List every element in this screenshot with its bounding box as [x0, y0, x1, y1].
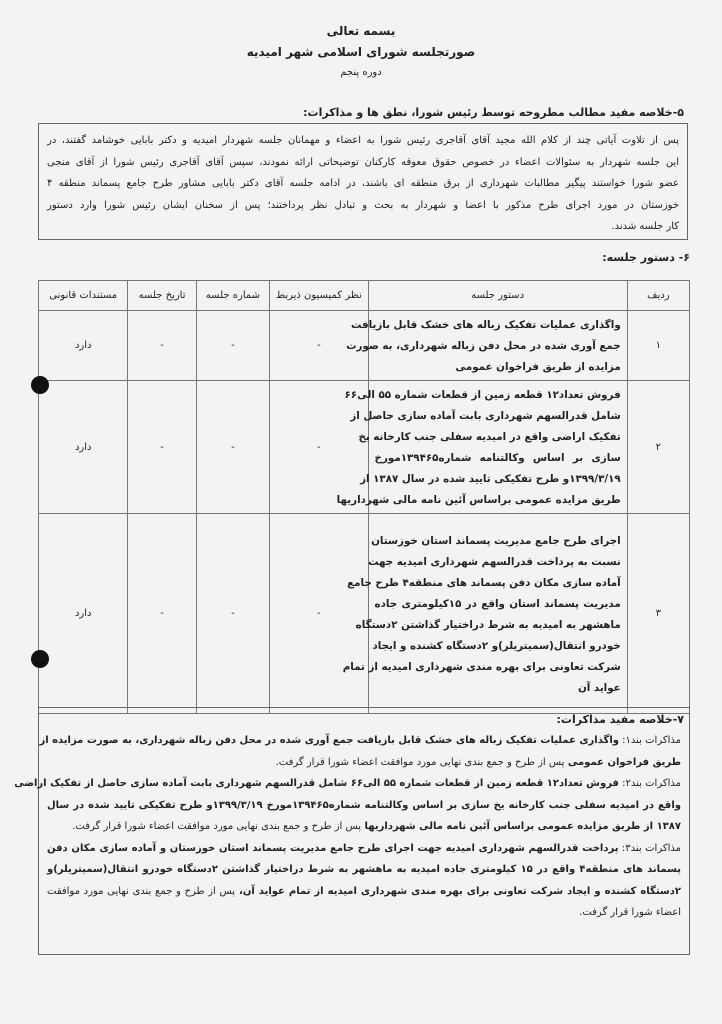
agenda-topic-line: خودرو انتقال(سمیتریلر)و ۲دستگاه کشنده و ایجاد [372, 639, 621, 652]
agenda-topic-line: نسبت به پرداخت قدرالسهم شهرداری امیدیه جهت [368, 555, 621, 568]
section7-heading: ۷-خلاصه مفید مذاکرات: [556, 713, 684, 726]
agenda-topic-line: ماهشهر به امیدیه به شرط دراختیار گذاشتن ۲دستگاه [355, 618, 621, 631]
legal-documents: دارد [39, 381, 128, 514]
summary-line: این جلسه شهردار به سئوالات اعضاء در خصوص حقوق معوقه کارکنان توضیحاتی ارائه نمودند، سپس آقای آقاجری رئیس شورا از آقای منجی [47, 156, 679, 168]
discussion-line [47, 902, 681, 924]
bismillah: بسمه تعالی [326, 24, 396, 38]
agenda-topic-line: مزایده از طریق فراخوان عمومی [455, 361, 621, 373]
discussion-item-text: ۲دستگاه کشنده و ایجاد شرکت تعاونی برای بهره مندی شهرداری امیدیه از تمام عواید آن، [235, 885, 681, 897]
legal-documents: دارد [39, 514, 128, 714]
row-number: ۳ [627, 514, 689, 714]
col-commission: نظر کمیسیون ذیربط [270, 281, 368, 311]
discussion-line [14, 773, 681, 795]
agenda-topic [342, 514, 627, 714]
commission-opinion: - [270, 311, 368, 381]
col-legal-docs: مستندات قانونی [39, 281, 128, 311]
col-row-no: ردیف [627, 281, 689, 311]
discussion-note: اعضاء شورا قرار گرفت. [579, 907, 681, 918]
discussion-note: مذاکرات بند۱: [618, 735, 681, 746]
session-date: - [128, 514, 196, 714]
agenda-topic-line: جمع آوری شده در محل دفن زباله شهرداری، به صورت [346, 340, 621, 352]
discussion-line [39, 730, 681, 752]
table-row [39, 381, 690, 514]
agenda-table [38, 280, 690, 714]
table-row [39, 311, 690, 381]
col-session-no: شماره جلسه [196, 281, 269, 311]
discussion-line [47, 816, 681, 838]
legal-documents: دارد [39, 311, 128, 381]
discussion-line [47, 752, 681, 774]
agenda-topic-line: اجرای طرح جامع مدیریت پسماند استان خوزستان [371, 534, 621, 547]
section7-discussion-box [14, 707, 690, 955]
discussion-note: پس از طرح و جمع بندی نهایی مورد موافقت [47, 885, 236, 897]
council-term: دوره پنجم [340, 67, 382, 78]
discussion-note: پس از طرح و جمع بندی نهایی مورد موافقت اعضاء شورا قرار گرفت. [72, 821, 362, 832]
discussion-note: مذاکرات بند۲: [618, 778, 681, 789]
summary-line: عضو شورا خواستند پیگیر مطالبات شهرداری از برق منطقه ای باشند، در ادامه جلسه آقای دکتر بابایی مشاور طرح جامع پسماند منطقه ۴ [47, 178, 679, 189]
session-number: - [196, 514, 269, 714]
agenda-topic-line: ۱۳۹۹/۳/۱۹و طرح تفکیکی تایید شده در سال ۱۳۸۷ از [360, 473, 621, 485]
col-session-date: تاریخ جلسه [128, 281, 196, 311]
punch-hole [31, 650, 49, 668]
row-number: ۱ [627, 311, 689, 381]
table-header-row [39, 281, 690, 311]
document-title: صورتجلسه شورای اسلامی شهر امیدیه [246, 45, 476, 59]
discussion-item-text: واقع در امیدیه سفلی جنب کارخانه یخ سازی بر اساس وکالتنامه شماره۱۳۹۴۶۵مورخ ۱۳۹۹/۳/۱۹و طرح تفکیکی تایید شده در سال [47, 799, 681, 811]
agenda-topic-line: شرکت تعاونی برای بهره مندی شهرداری امیدیه از تمام [342, 660, 621, 673]
discussion-item-text: طریق فراخوان عمومی [564, 756, 681, 768]
agenda-topic-line: مدیریت پسماند استان واقع در ۱۵کیلومتری جاده [374, 597, 621, 610]
agenda-topic-line: شامل قدرالسهم شهرداری بابت آماده سازی حاصل از [350, 410, 621, 422]
table-row [39, 514, 690, 714]
agenda-topic-line: طریق مزایده عمومی براساس آئین نامه مالی شهرداریها [336, 494, 621, 506]
session-number: - [196, 311, 269, 381]
agenda-topic-line: عواید آن [577, 681, 621, 694]
session-number: - [196, 381, 269, 514]
discussion-item-text: ۱۳۸۷ از طریق مزایده عمومی براساس آئین نامه مالی شهرداریها [361, 821, 681, 832]
section6-heading: ۶- دستور جلسه: [602, 251, 690, 264]
agenda-topic-line: تفکیک اراضی واقع در امیدیه سفلی جنب کارخانه یخ [358, 431, 621, 443]
summary-line: پس از تلاوت آیاتی چند از کلام الله مجید آقای آقاجری رئیس شورا به اعضاء و مهمانان جلسه شهردار امیدیه و دکتر بابایی خوشامد گفتند، در [47, 135, 679, 146]
section5-summary-box [38, 123, 688, 240]
discussion-line [47, 881, 681, 903]
summary-line: خوزستان در مورد اجرای طرح مذکور با اعضا و شهردار به بحث و تبادل نظر پرداختند؛ پس از سخنان ایشان رئیس شورا وارد دستور [47, 199, 679, 211]
discussion-line [47, 795, 681, 817]
discussion-line [47, 859, 681, 881]
agenda-topic [336, 381, 627, 514]
commission-opinion: - [270, 381, 368, 514]
row-number: ۲ [627, 381, 689, 514]
agenda-topic [346, 311, 627, 381]
discussion-line [47, 838, 681, 860]
discussion-note: مذاکرات بند۳: [618, 842, 681, 854]
summary-line: کار جلسه شدند. [611, 221, 679, 232]
punch-hole [31, 376, 49, 394]
commission-opinion: - [270, 514, 368, 714]
discussion-item-text: فروش تعداد۱۲ قطعه زمین از قطعات شماره ۵۵ الی۶۶ شامل قدرالسهم شهرداری بابت آماده سازی حاصل از تفکیک اراضی [14, 778, 619, 789]
discussion-note: پس از طرح و جمع بندی نهایی مورد موافقت اعضاء شورا قرار گرفت. [275, 756, 565, 768]
section5-heading: ۵-خلاصه مفید مطالب مطروحه توسط رئیس شورا، نطق ها و مذاکرات: [303, 106, 684, 119]
discussion-item-text: واگذاری عملیات تفکیک زباله های خشک قابل بازیافت جمع آوری شده در محل دفن زباله شهرداری، به صورت مزایده از [39, 735, 619, 746]
agenda-topic-line: فروش تعداد۱۲ قطعه زمین از قطعات شماره ۵۵ الی۶۶ [344, 389, 621, 401]
col-agenda: دستور جلسه [368, 281, 627, 311]
agenda-topic-line: سازی بر اساس وکالتنامه شماره۱۳۹۴۶۵مورخ [374, 452, 621, 464]
discussion-item-text: پسماند های منطقه۴ واقع در ۱۵ کیلومتری جاده امیدیه به ماهشهر به شرط دراختیار گذاشتن ۲دستگاه خودرو انتقال(سمیتریلر)و [47, 864, 682, 875]
session-date: - [128, 311, 196, 381]
agenda-topic-line: واگذاری عملیات تفکیک زباله های خشک قابل بازیافت [350, 319, 621, 331]
discussion-item-text: پرداخت قدرالسهم شهرداری امیدیه جهت اجرای طرح جامع مدیریت پسماند استان خوزستان و آماده سازی مکان دفن [47, 842, 619, 854]
session-date: - [128, 381, 196, 514]
agenda-topic-line: آماده سازی مکان دفن پسماند های منطقه۴ طرح جامع [347, 576, 621, 589]
